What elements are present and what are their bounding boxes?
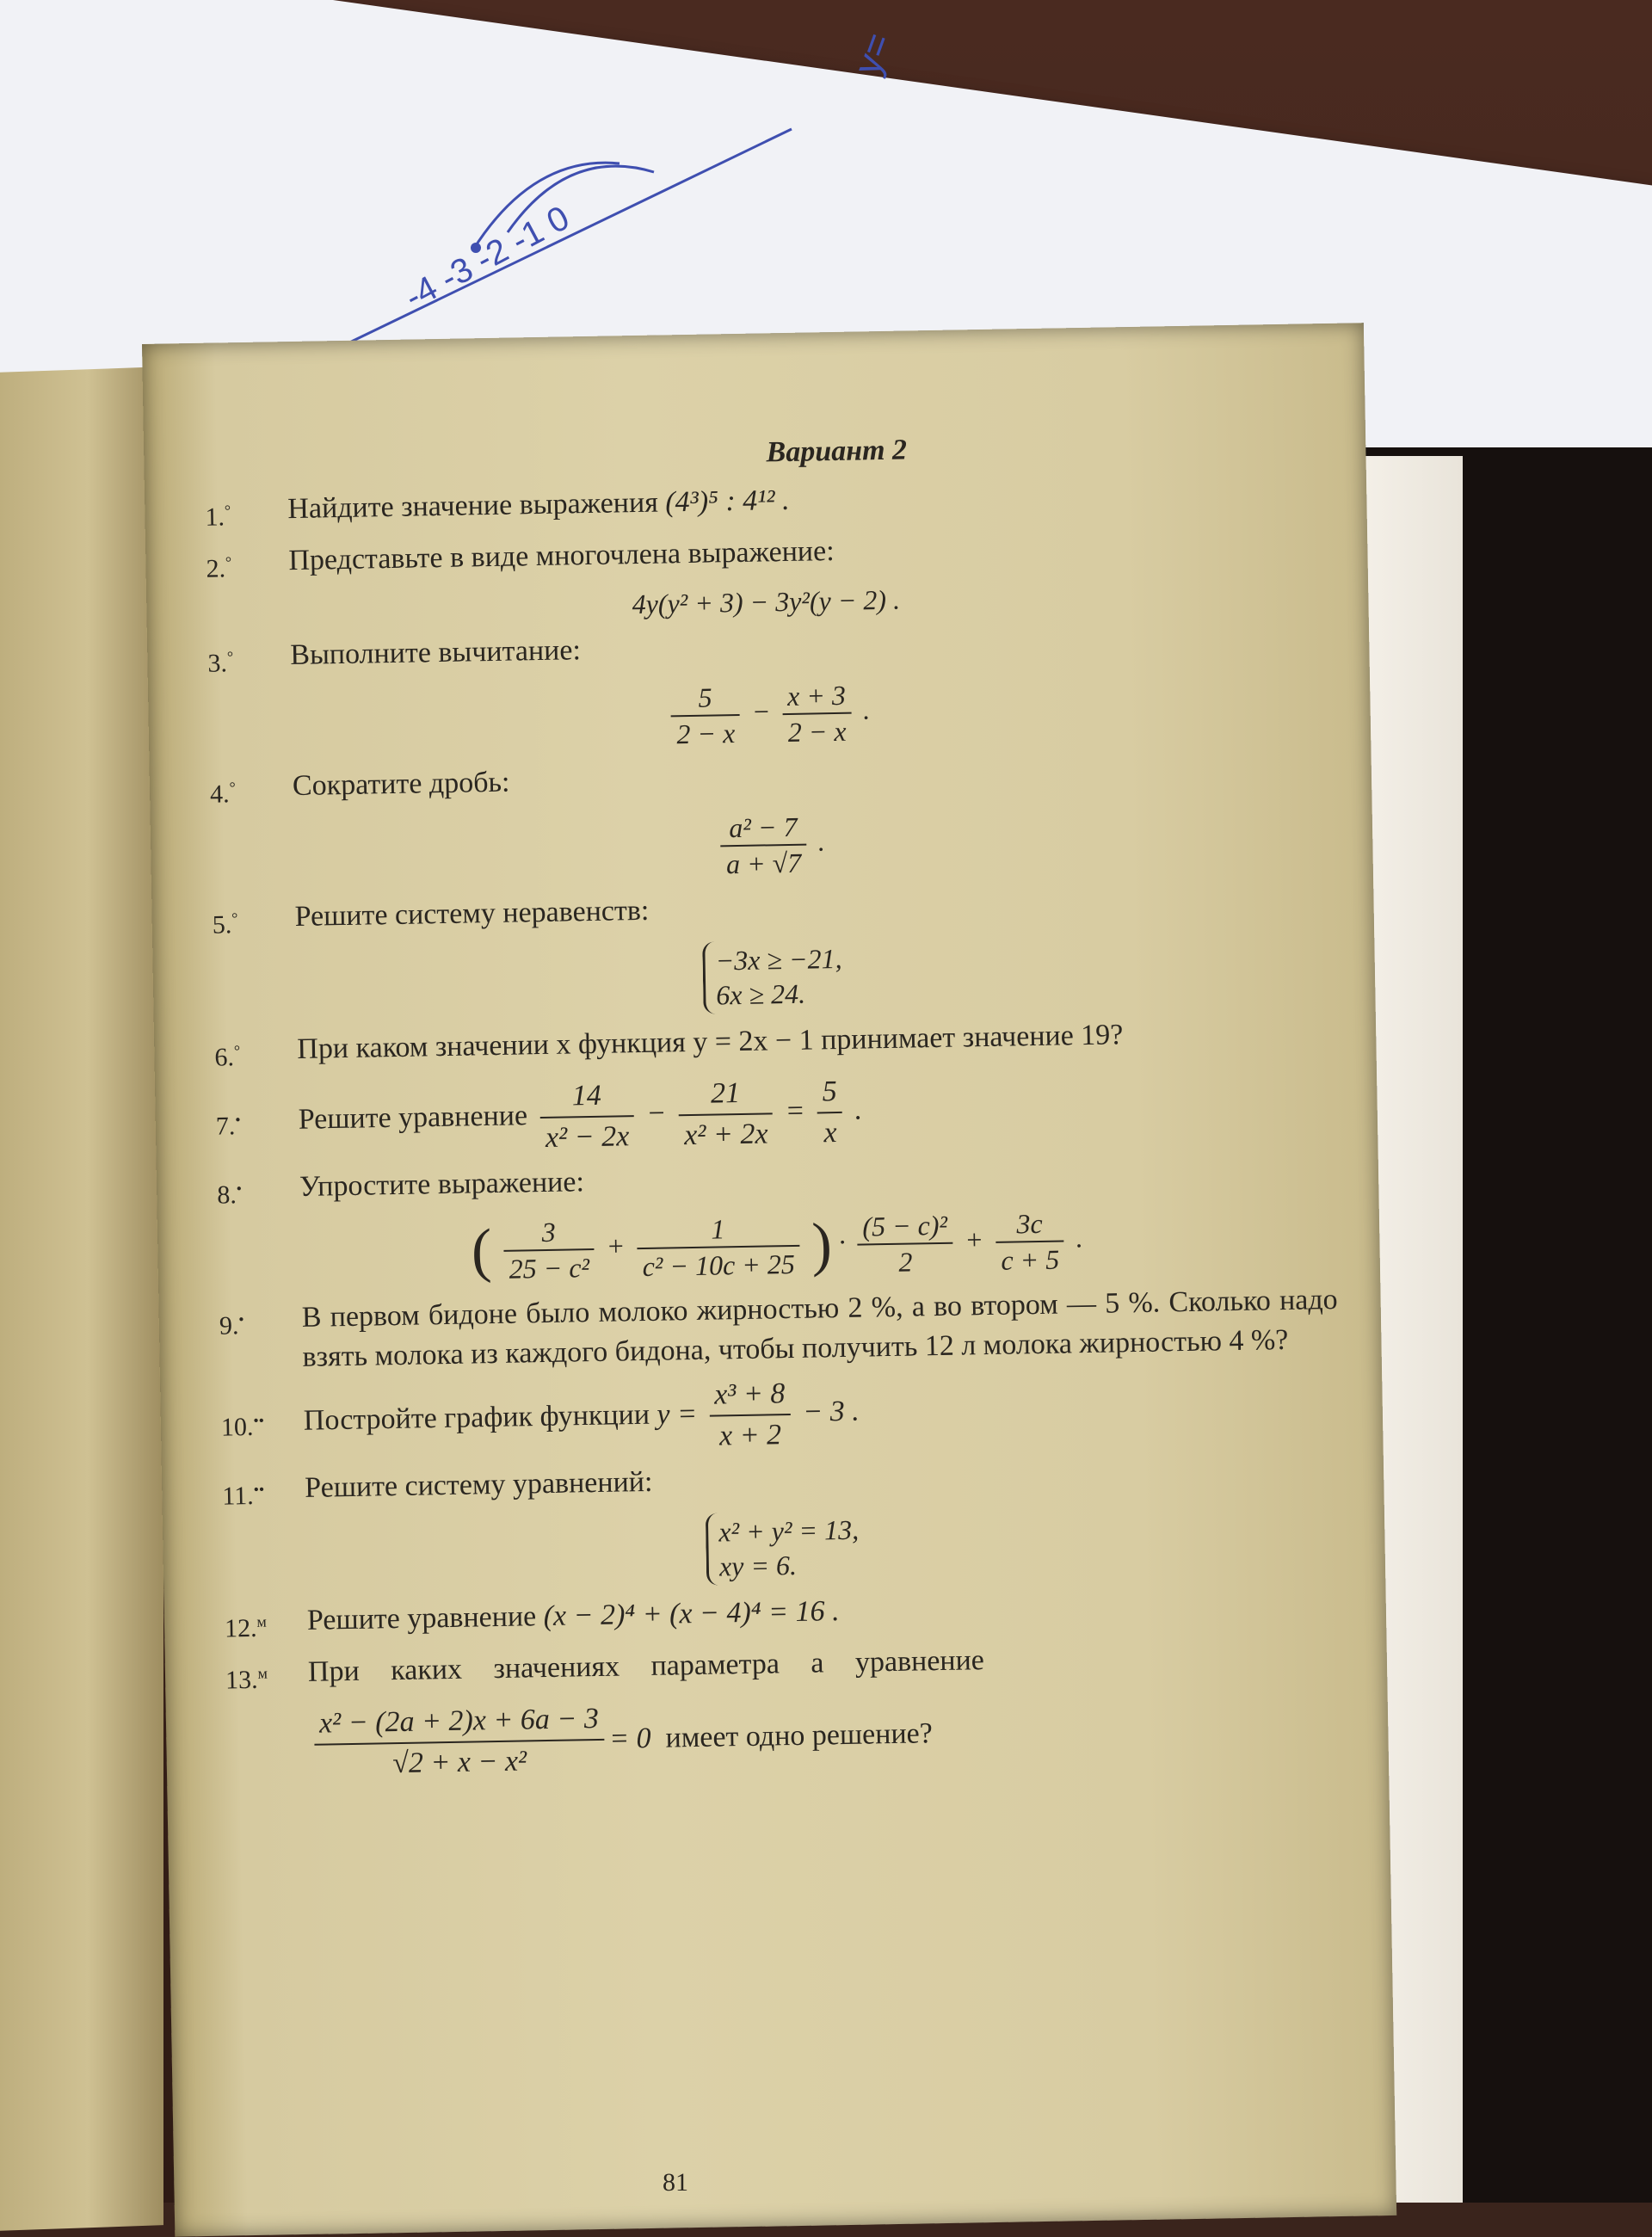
problem-9 — [219, 1280, 1338, 1379]
problem-text: Выполните вычитание: — [290, 634, 582, 672]
expression: 4y(y² + 3) − 3y²(y − 2) . — [632, 583, 901, 620]
problem-text: Решите систему уравнений: — [304, 1465, 653, 1504]
difficulty-mark: ° — [231, 909, 238, 927]
variant-title: Вариант 2 — [766, 434, 908, 469]
fraction: $\frac{5}{2 - x}$ — [670, 680, 740, 751]
fraction: $\frac{\text{(5 − c)²}}{2}$ — [857, 1208, 953, 1280]
problem-7: 7.• Решите уравнение $\frac{14}{\text{x² − 2x}}$ − $\frac{21}{\text{x² + 2x}}$ = $\frac{5}{x}$ . — [215, 1063, 1335, 1164]
difficulty-mark: •• — [253, 1480, 265, 1498]
difficulty-mark: ° — [229, 779, 236, 797]
fraction: $\frac{3}{\text{25 − c²}}$ — [503, 1214, 595, 1286]
sketch-axis-numbers: -4 -3 -2 -1 0 — [398, 198, 576, 317]
fraction: $\frac{\text{a² − 7}}{a + √7}$ — [720, 810, 807, 882]
problem-number: 9. — [219, 1311, 239, 1340]
problem-number: 3. — [207, 649, 228, 678]
fraction: $\frac{\text{x³ + 8}}{x + 2}$ — [709, 1374, 792, 1457]
fraction-expression: $\frac{5}{2 - x}$ − $\frac{x + 3}{2 - x}$ . — [208, 669, 1328, 760]
difficulty-mark: ° — [225, 553, 232, 571]
expression: (x − 2)⁴ + (x − 4)⁴ = 16 . — [543, 1595, 840, 1633]
difficulty-mark: •• — [253, 1411, 265, 1429]
problem-text: Решите уравнение — [306, 1600, 537, 1636]
book-page — [142, 323, 1396, 2236]
problem-text: Найдите значение выражения — [287, 486, 659, 526]
difficulty-mark: • — [238, 1310, 244, 1328]
problem-text: При каких значениях параметра a уравнение — [307, 1644, 985, 1688]
problem-text: Сократите дробь: — [292, 766, 510, 803]
problem-text: В первом бидоне было молоко жирностью 2 %, а во втором — 5 %. Сколько надо взять молока из каждого бидона, чтобы получить 12 л молока жирностью 4 %? — [301, 1283, 1338, 1373]
difficulty-mark: м — [257, 1664, 268, 1682]
problem-10: 10.•• Постройте график функции y = $\frac{\text{x³ + 8}}{x + 2}$ − 3 . — [220, 1365, 1340, 1465]
problem-text: При каком значении x функция y = 2x − 1 принимает значение 19? — [297, 1019, 1124, 1065]
problem-text: Представьте в виде многочлена выражение: — [288, 534, 835, 577]
fraction: $\frac{14}{\text{x² − 2x}}$ — [539, 1075, 635, 1158]
page-content: Вариант 2 1.° Найдите значение выражения (4³)⁵ : 4¹² . 2.° Представьте в виде многочлена выражение: 4y(y² + 3) − 3y²(y − 2) . 3.° Выполните вычитание: $\frac{5}{2 - x}$ − $\frac{x + 3}{2 - x}$ . 4.° Сократите дробь: $\frac{\text{a² − 7}}{a + √7}$ . 5.° Решите систему неравенств: −3x ≥ −21, 6x ≥ 24. 6.° При каком значении x функция y = 2x − 1 принимает значение 19? 7.• Решите уравнение $\frac{14}{\text{x² − 2x}}$ − $\frac{21}{\text{x² + 2x}}$ = $\frac{5}{x}$ . 8.• Упростите выражение: ( $\frac{3}{\text{25 − c²}}$ + $\frac{1}{\text{c² − 10c + 25}}$ ) · $\frac{\text{(5 − c)²}}{2}$ + $\frac{3c}{c + 5}$ . 9.• В первом бидоне было молоко жирностью 2 %, а во втором — 5 %. Сколько надо взять молока из каждого бидона, чтобы получить 12 л молока жирностью 4 %? 10.•• Постройте график функции y = $\frac{\text{x³ + 8}}{x + 2}$ − 3 . 11.•• Решите систему уравнений: x² + y² = 13, xy = 6. 12.$^м$ Решите уравнение (x − 2)⁴ + (x − 4)⁴ = 16 . 13.$^м$ При каких значениях параметра a уравнение $\frac{\text{x² − (2a + 2)x + 6a − 3}}{\text{√2 + x − x²}}$ = 0 имеет одно решение? — [204, 427, 1346, 1791]
problem-text: Упростите выражение: — [299, 1166, 585, 1203]
problem-number: 4. — [209, 780, 230, 809]
fraction: $\frac{\text{x² − (2a + 2)x + 6a − 3}}{\text{√2 + x − x²}}$ — [314, 1699, 605, 1785]
left-page-edge — [0, 367, 163, 2232]
fraction: $\frac{21}{\text{x² + 2x}}$ — [678, 1073, 774, 1155]
problem-text: имеет одно решение? — [665, 1717, 934, 1754]
problem-number: 8. — [216, 1180, 237, 1210]
problem-number: 12. — [224, 1613, 257, 1643]
difficulty-mark: м — [256, 1612, 267, 1630]
difficulty-mark: ° — [226, 648, 234, 666]
fraction-expression: $\frac{\text{a² − 7}}{a + √7}$ . — [211, 800, 1330, 890]
problem-number: 7. — [215, 1112, 236, 1141]
problem-number: 5. — [212, 910, 232, 940]
sketch-corner-note: y= — [846, 27, 900, 81]
problem-text: Решите уравнение — [298, 1100, 528, 1136]
expression: (4³)⁵ : 4¹² . — [664, 484, 790, 519]
problem-number: 11. — [222, 1481, 255, 1511]
problem-number: 13. — [225, 1665, 258, 1695]
problem-number: 1. — [205, 502, 225, 532]
fraction: $\frac{3c}{c + 5}$ — [995, 1205, 1064, 1277]
difficulty-mark: • — [236, 1180, 243, 1198]
problem-number: 10. — [220, 1412, 254, 1442]
difficulty-mark: ° — [233, 1042, 241, 1060]
problem-number: 6. — [214, 1043, 235, 1072]
fraction: $\frac{5}{x}$ — [817, 1072, 843, 1153]
fraction-expression: ( $\frac{3}{\text{25 − c²}}$ + $\frac{1}{\text{c² − 10c + 25}}$ ) · $\frac{\text{(5 − c)²}}{2}$ + $\frac{3c}{c + 5}$ . — [218, 1201, 1337, 1291]
difficulty-mark: ° — [224, 502, 231, 520]
problem-number: 2. — [206, 554, 226, 583]
fraction: $\frac{x + 3}{2 - x}$ — [782, 678, 852, 749]
fraction: $\frac{1}{\text{c² − 10c + 25}}$ — [637, 1211, 801, 1284]
problem-text: Постройте график функции — [303, 1398, 650, 1437]
equation-system: x² + y² = 13, xy = 6. — [223, 1502, 1342, 1594]
page-number: 81 — [663, 2168, 688, 2197]
difficulty-mark: • — [235, 1111, 241, 1129]
problem-text: Решите систему неравенств: — [294, 894, 650, 933]
inequality-system: −3x ≥ −21, 6x ≥ 24. — [213, 931, 1332, 1023]
